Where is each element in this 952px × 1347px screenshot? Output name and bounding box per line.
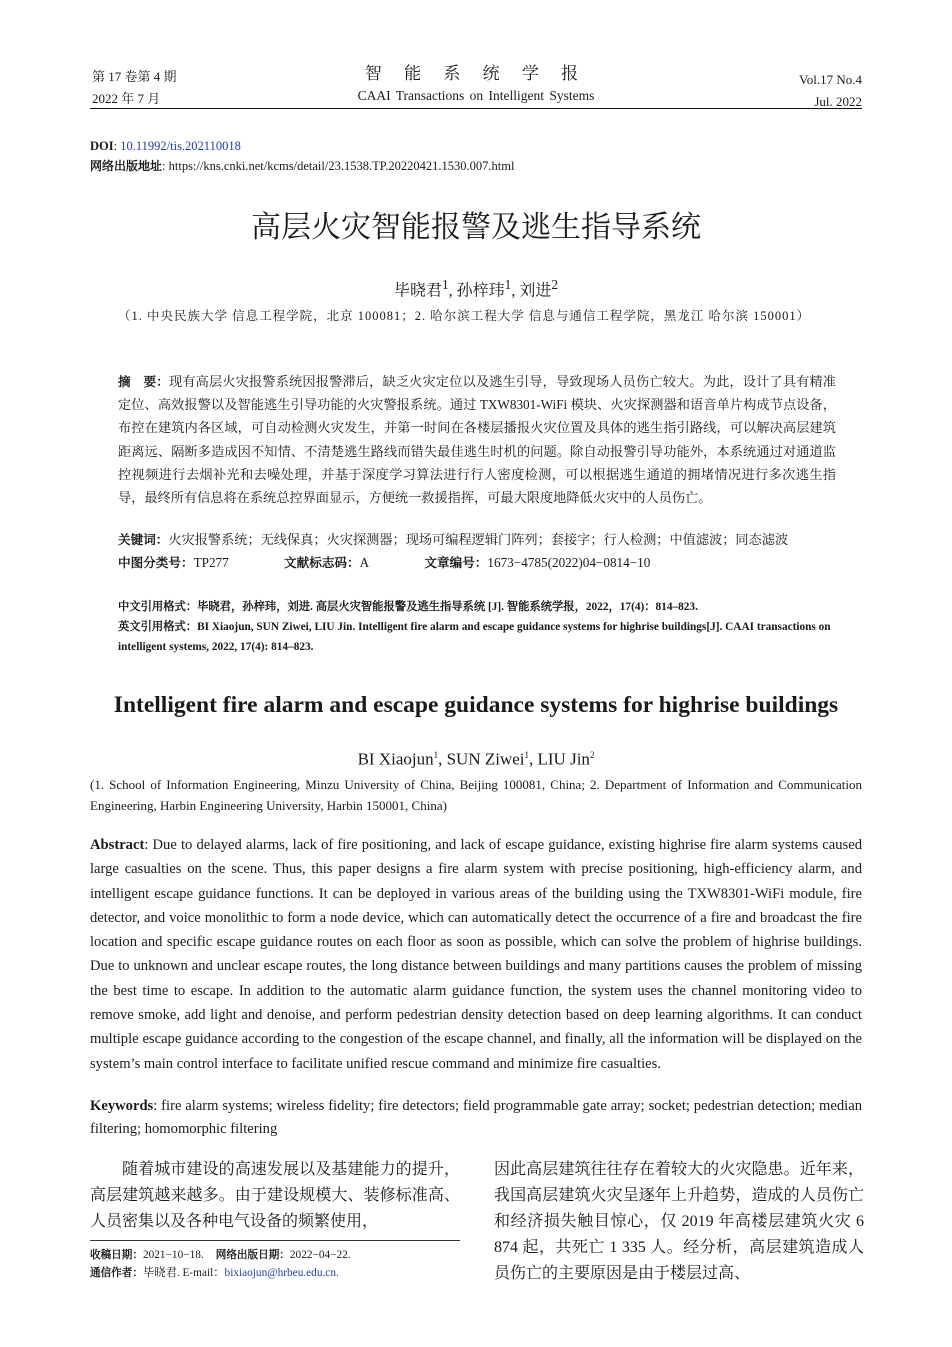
affiliation-en: (1. School of Information Engineering, Minzu University of China, Beijing 100081, China; 2. Department of Information and Communication Engineering, Harbin Engineering University, Harbin 150001, China) [90,777,862,813]
keywords-cn-text: 火灾报警系统；无线保真；火灾探测器；现场可编程逻辑门阵列；套接字；行人检测；中值滤波；同态滤波 [168,532,789,547]
author-sep: , [529,749,538,769]
author-cn-2-sup: 1 [504,277,512,292]
authors-en [90,743,862,772]
received-label: 收稿日期： [90,1249,143,1261]
date-en: Jul. 2022 [814,94,862,109]
clc-label: 中图分类号： [118,555,194,570]
citation-en: 英文引用格式：BI Xiaojun, SUN Ziwei, LIU Jin. Intelligent fire alarm and escape guidance systems for highrise buildings[J]. CAAI transactions on intelligent systems, 2022, 17(4): 814–823. [118,621,831,653]
doi-label: DOI [90,139,114,153]
classification-line [118,551,836,574]
keywords-en-text: : fire alarm systems; wireless fidelity; fire detectors; field programmable gate array; socket; pedestrian detection; median filtering; homomorphic filtering [90,1098,862,1137]
keywords-cn [118,528,836,551]
body-left-column: 随着城市建设的高速发展以及基建能力的提升，高层建筑越来越多。由于建设规模大、装修标准高、人员密集以及各种电气设备的频繁使用， [90,1161,460,1230]
online-address-url[interactable]: https://kns.cnki.net/kcms/detail/23.1538.TP.20220421.1530.007.html [168,159,515,173]
header-center [300,62,652,106]
citation-block [118,597,838,657]
title-cn: 高层火灾智能报警及逃生指导系统 [251,210,701,245]
abstract-en [90,833,862,1076]
received-date: 2021−10−18. [142,1249,204,1261]
abstract-cn-text: 现有高层火灾报警系统因报警滞后，缺乏火灾定位以及逃生引导，导致现场人员伤亡较大。为此，设计了具有精准定位、高效报警以及智能逃生引导功能的火灾警报系统。通过 TXW8301-WiFi 模块、火灾探测器和语音单片构成节点设备，布控在建筑内各区域，可自动检测火灾发生，并第一时间在各楼层播报火灾位置及具体的逃生指引路线，可以解决高层建筑距离远、隔断多造成因不知情、不清楚逃生路线而错失最佳逃生时机的问题。除自动报警引导功能外，本系统通过对通道监控视频进行去烟补光和去噪处理，并基于深度学习算法进行行人密度检测，可以根据逃生通道的拥堵情况进行多次逃生指导，最终所有信息将在系统总控界面显示，方便统一救援指挥，可最大限度地降低火灾中的人员伤亡。 [118,374,836,506]
article-no-value: 1673−4785(2022)04−0814−10 [487,555,651,570]
doi-link[interactable]: 10.11992/tis.202110018 [120,139,241,153]
volume-issue-en: Vol.17 No.4 [799,72,862,87]
doc-code-label: 文献标志码： [284,555,360,570]
doc-code-field [284,555,395,570]
author-en-2-sup: 1 [524,750,530,760]
author-en-1-sup: 1 [433,750,439,760]
abstract-en-text: : Due to delayed alarms, lack of fire positioning, and lack of escape guidance, existing highrise fire alarm systems caused large casualties on the scene. Thus, this paper designs a fire alarm system with precise positioning, high-efficiency alarm, and intelligent escape guidance functions. It can be deployed in various areas of the building using the TXW8301-WiFi module, fire detector, and voice monolithic to form a node device, which can automatically detect the occurrence of a fire and broadcast the fire location and specific escape guidance routes on each floor as soon as possible, which can solve the problem of highrise buildings. Due to unknown and unclear escape routes, the long distance between buildings and many partitions causes the problem of missing the best time to escape. In addition to the automatic alarm guidance function, the system uses the channel monitoring video to remove smoke, add light and denoise, and perform pedestrian density detection based on deep learning algorithms. It can conduct multiple escape guidance according to the congestion of the escape channel, and finally, all the information will be displayed on the system’s main control interface to facilitate unified rescue command and minimize fire casualties. [90,837,862,1072]
title-en: Intelligent fire alarm and escape guidance systems for highrise buildings [113,692,839,718]
citation-cn: 中文引用格式：毕晓君，孙梓玮，刘进. 高层火灾智能报警及逃生指导系统 [J]. 智能系统学报，2022，17(4)：814–823. [118,601,698,613]
header-rule [90,108,862,109]
keywords-cn-label: 关键词： [118,532,169,547]
author-sep: , [448,282,457,300]
author-cn-1: 毕晓君 [393,282,442,300]
author-cn-2: 孙梓玮 [456,282,505,300]
affiliation-cn: （1. 中央民族大学 信息工程学院，北京 100081；2. 哈尔滨工程大学 信息与通信工程学院，黑龙江 哈尔滨 150001） [118,309,811,323]
author-en-3: LIU Jin [537,749,590,769]
article-no-label: 文章编号： [424,555,488,570]
author-sep: , [511,282,520,300]
author-en-2: SUN Ziwei [446,749,525,769]
header-right [799,69,862,113]
authors-cn [90,273,862,303]
body-right-column: 因此高层建筑往往存在着较大的火灾隐患。近年来，我国高层建筑火灾呈逐年上升趋势，造成的人员伤亡和经济损失触目惊心，仅 2019 年高楼层建筑火灾 6 874 起，共死亡 1 335 人。经分析，高层建筑造成人员伤亡的主要原因是由于楼层过高、 [494,1161,864,1282]
clc-value: TP277 [193,555,229,570]
article-no-field [424,555,676,570]
date-cn: 2022 年 7 月 [92,91,161,106]
volume-issue-cn: 第 17 卷第 4 期 [92,69,177,84]
author-en-1: BI Xiaojun [357,749,434,769]
online-address-line: 网络出版地址: https://kns.cnki.net/kcms/detail/23.1538.TP.20220421.1530.007.html [90,159,515,173]
footnote-dates [90,1246,470,1264]
online-date: 2022−04−22. [289,1249,351,1261]
corresponding-email-link[interactable]: bixiaojun@hrbeu.edu.cn. [224,1267,339,1279]
abstract-cn-label: 摘 要： [118,374,169,389]
abstract-cn [118,370,836,509]
online-date-label: 网络出版日期： [215,1249,290,1261]
corresponding-label: 通信作者： [90,1267,143,1279]
keywords-en-label: Keywords [90,1098,154,1114]
journal-name-cn: 智 能 系 统 学 报 [364,64,588,83]
doi-line: DOI: 10.11992/tis.202110018 [90,139,241,153]
clc-field [118,555,255,570]
keywords-en [90,1095,862,1141]
online-address-label: 网络出版地址 [90,159,163,173]
author-sep: , [438,749,447,769]
doc-code-value: A [359,555,370,570]
footnote-rule [90,1240,460,1241]
abstract-en-label: Abstract [90,837,145,853]
author-cn-3-sup: 2 [551,277,559,292]
corresponding-author: 毕晓君. E-mail： [142,1267,225,1279]
author-cn-1-sup: 1 [441,277,449,292]
author-en-3-sup: 2 [589,750,595,760]
footnote-corresponding [90,1264,470,1282]
journal-name-en: CAAI Transactions on Intelligent Systems [357,88,595,103]
author-cn-3: 刘进 [519,282,552,300]
header-left [92,66,177,110]
